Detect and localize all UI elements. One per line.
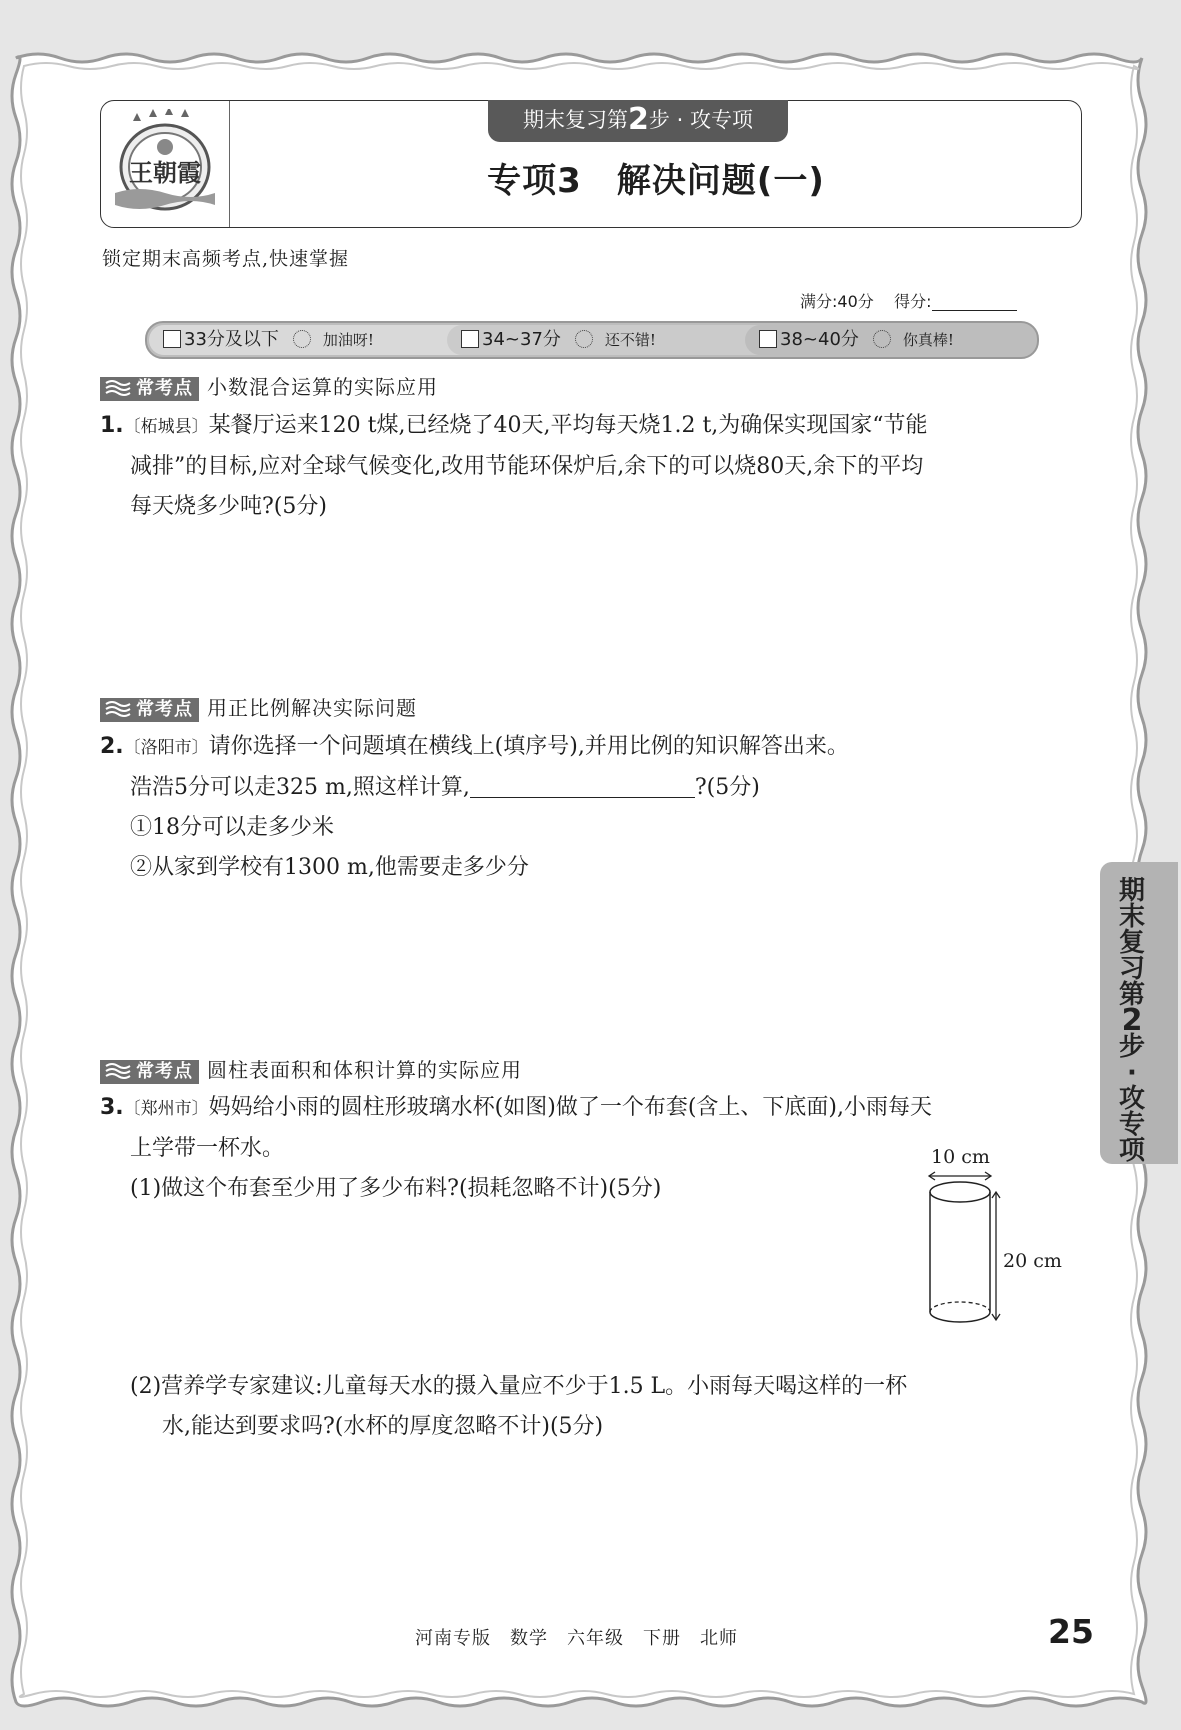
- page-title: 专项3 解决问题(一): [487, 161, 825, 201]
- option-1: ①18分可以走多少米: [130, 815, 334, 840]
- section-topic: 小数混合运算的实际应用: [207, 375, 438, 399]
- question-number: 1.: [100, 413, 124, 438]
- banner-step-number: 2: [628, 102, 649, 137]
- side-tab-text: 期 末 复 习 第 2 步 · 攻 专 项: [1118, 876, 1145, 1166]
- question-text: 浩浩5分可以走325 m,照这样计算,: [130, 775, 470, 800]
- section-header-3: [100, 1054, 522, 1080]
- checkbox-icon[interactable]: [461, 330, 479, 348]
- logo-text: 王朝霞: [129, 158, 201, 187]
- checkbox-icon[interactable]: [759, 330, 777, 348]
- wave-icon: [104, 699, 132, 719]
- smiley-icon: [575, 330, 593, 348]
- sub-question-1: (1)做这个布套至少用了多少布料?(损耗忽略不计)(5分): [130, 1176, 662, 1201]
- grade-range: 38~40分: [780, 329, 859, 350]
- book-info-footer: 河南专版 数学 六年级 下册 北师: [415, 1628, 738, 1649]
- grade-note: 加油呀!: [322, 331, 374, 349]
- section-topic: 用正比例解决实际问题: [207, 696, 417, 720]
- key-point-tag: 常考点: [100, 1060, 199, 1084]
- question-source: 〔柘城县〕: [123, 417, 209, 437]
- grade-option-3[interactable]: [745, 325, 1035, 355]
- question-2: [100, 727, 1080, 888]
- banner-suffix: 步 · 攻专项: [648, 108, 753, 132]
- score-line: [800, 289, 1017, 312]
- question-text: 每天烧多少吨?(5分): [130, 494, 327, 519]
- checkbox-icon[interactable]: [163, 330, 181, 348]
- wave-icon: [104, 378, 132, 398]
- height-label: 20 cm: [1003, 1250, 1062, 1272]
- key-point-tag: 常考点: [100, 698, 199, 722]
- full-score: 满分:40分: [800, 292, 874, 311]
- step-banner: [488, 100, 788, 142]
- question-3-part-2: [100, 1367, 1080, 1447]
- question-source: 〔洛阳市〕: [123, 738, 209, 758]
- wave-icon: [104, 1061, 132, 1081]
- sub-question-2-cont: 水,能达到要求吗?(水杯的厚度忽略不计)(5分): [162, 1414, 604, 1439]
- grade-note: 还不错!: [604, 331, 656, 349]
- diameter-label: 10 cm: [931, 1146, 990, 1168]
- publisher-logo: [101, 101, 230, 227]
- question-1: [100, 406, 1080, 527]
- question-text: 上学带一杯水。: [130, 1136, 285, 1161]
- question-number: 2.: [100, 734, 124, 759]
- header-box: [100, 100, 1082, 228]
- banner-prefix: 期末复习第: [523, 108, 629, 132]
- question-number: 3.: [100, 1095, 124, 1120]
- score-label: 得分:: [894, 292, 932, 311]
- cylinder-figure: [915, 1150, 1015, 1340]
- section-topic: 圆柱表面积和体积计算的实际应用: [207, 1058, 522, 1082]
- key-point-tag: 常考点: [100, 377, 199, 401]
- answer-blank[interactable]: [470, 775, 695, 798]
- sub-question-2: (2)营养学专家建议:儿童每天水的摄入量应不少于1.5 L。小雨每天喝这样的一杯: [130, 1374, 908, 1399]
- section-header-1: [100, 371, 438, 397]
- page-subtitle: 锁定期末高频考点,快速掌握: [102, 248, 350, 270]
- smiley-icon: [873, 330, 891, 348]
- score-blank[interactable]: [932, 294, 1017, 311]
- grade-note: 你真棒!: [902, 331, 954, 349]
- question-text: 请你选择一个问题填在横线上(填序号),并用比例的知识解答出来。: [208, 734, 849, 759]
- grade-bar: [145, 321, 1039, 359]
- page-number: 25: [1048, 1612, 1094, 1651]
- question-text: ?(5分): [694, 775, 760, 800]
- question-text: 减排”的目标,应对全球气候变化,改用节能环保炉后,余下的可以烧80天,余下的平均: [130, 454, 924, 479]
- grade-range: 34~37分: [482, 329, 561, 350]
- option-2: ②从家到学校有1300 m,他需要走多少分: [130, 855, 529, 880]
- section-header-2: [100, 692, 417, 718]
- question-text: 妈妈给小雨的圆柱形玻璃水杯(如图)做了一个布套(含上、下底面),小雨每天: [208, 1095, 932, 1120]
- smiley-icon: [293, 330, 311, 348]
- grade-range: 33分及以下: [184, 329, 279, 350]
- question-text: 某餐厅运来120 t煤,已经烧了40天,平均每天烧1.2 t,为确保实现国家“节能: [208, 413, 928, 438]
- question-source: 〔郑州市〕: [123, 1099, 209, 1119]
